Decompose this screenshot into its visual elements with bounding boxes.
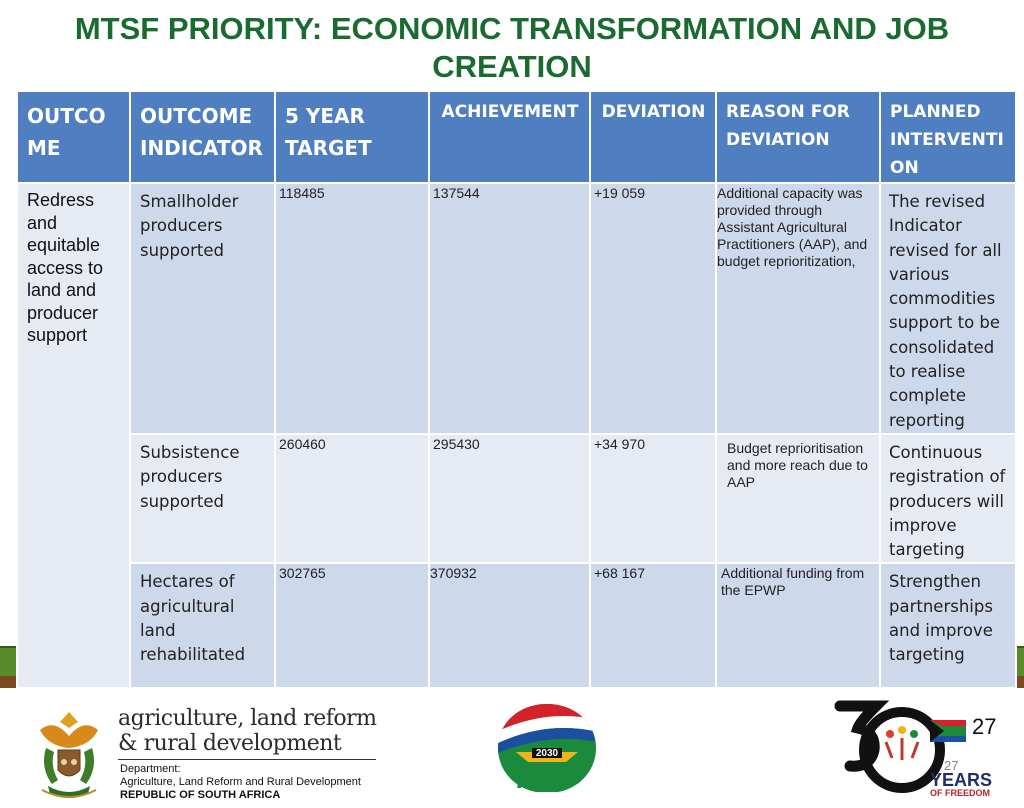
department-name: agriculture, land reform & rural development (118, 706, 377, 756)
header-5-year-target: 5 YEAR TARGET (275, 91, 429, 183)
target-cell: 118485 (275, 183, 429, 434)
reason-cell: Budget reprioritisation and more reach due to AAP (716, 434, 880, 563)
target-cell: 260460 (275, 434, 429, 563)
header-outcome: OUTCO ME (17, 91, 130, 183)
indicator-cell: Smallholder producers supported (130, 183, 275, 434)
header-outcome-indicator: OUTCOME INDICATOR (130, 91, 275, 183)
deviation-cell: +34 970 (590, 434, 716, 563)
department-divider (118, 759, 376, 760)
coat-of-arms-icon (34, 708, 104, 800)
reason-cell: Additional funding from the EPWP (716, 563, 880, 688)
table-row (17, 563, 1016, 688)
achievement-cell: 137544 (429, 183, 590, 434)
outcome-cell: Redress and equitable access to land and producer support (17, 183, 130, 688)
intervention-cell: Continuous registration of producers will improve targeting (880, 434, 1016, 563)
indicator-cell: Subsistence producers supported (130, 434, 275, 563)
table-row (17, 434, 1016, 563)
header-planned-intervention: PLANNED INTERVENTI ON (880, 91, 1016, 183)
coat-of-arms-logo (34, 708, 104, 805)
table-header-row (17, 91, 1016, 183)
header-reason-for-deviation: REASON FOR DEVIATION (716, 91, 880, 183)
results-table (16, 90, 1017, 689)
department-details: Department: Agriculture, Land Reform and Rural Development REPUBLIC OF SOUTH AFRICA (120, 763, 361, 801)
svg-text:OF FREEDOM: OF FREEDOM (930, 788, 990, 798)
ndp-logo-icon (496, 702, 598, 794)
header-achievement: ACHIEVEMENT (429, 91, 590, 183)
reason-cell: Additional capacity was provided through Assistant Agricultural Practitioners (AAP), and budget reprioritization, (716, 183, 880, 434)
achievement-cell: 295430 (429, 434, 590, 563)
achievement-cell: 370932 (429, 563, 590, 688)
page-number: 27 (972, 714, 997, 739)
table-row (17, 183, 1016, 434)
page-number-placeholder: 27 (944, 758, 959, 773)
svg-text:NDP: NDP (515, 762, 579, 795)
svg-text:2030: 2030 (535, 748, 559, 759)
slide-title: MTSF PRIORITY: ECONOMIC TRANSFORMATION AND JOB CREATION (74, 11, 950, 84)
svg-text:YEARS: YEARS (930, 770, 993, 790)
target-cell: 302765 (275, 563, 429, 688)
header-deviation: DEVIATION (590, 91, 716, 183)
indicator-cell: Hectares of agricultural land rehabilitated (130, 563, 275, 688)
ndp-2030-logo (496, 702, 598, 799)
deviation-cell: +19 059 (590, 183, 716, 434)
intervention-cell: The revised Indicator revised for all various commodities support to be consolidated to realise complete reporting (880, 183, 1016, 434)
intervention-cell: Strengthen partnerships and improve targeting (880, 563, 1016, 688)
deviation-cell: +68 167 (590, 563, 716, 688)
